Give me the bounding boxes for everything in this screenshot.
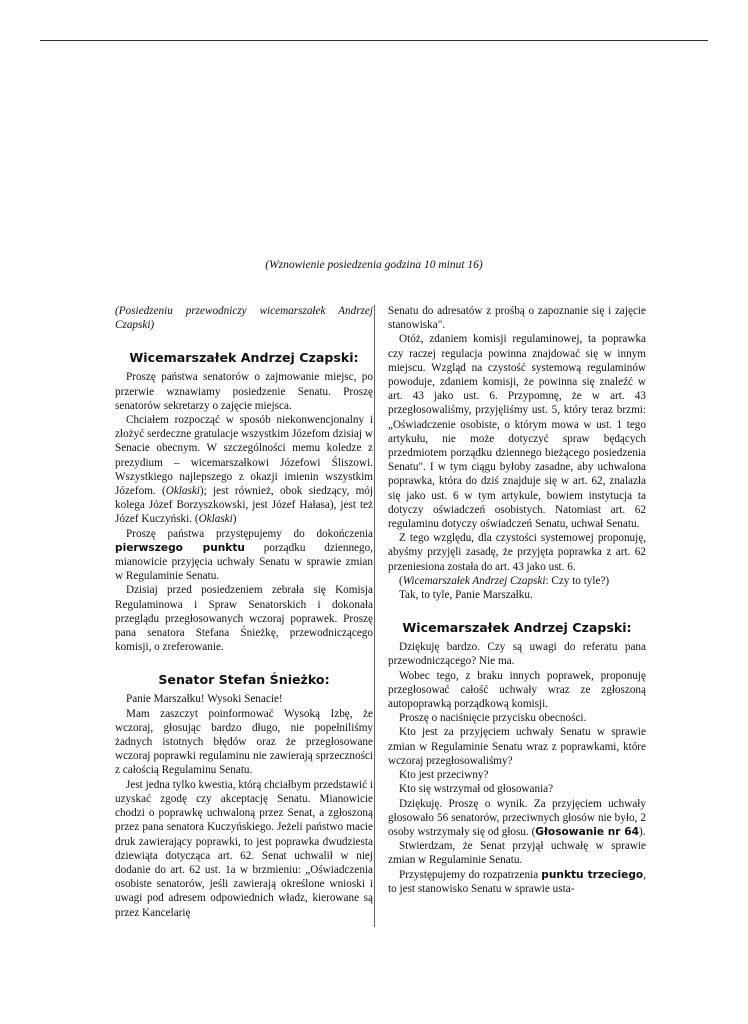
paragraph-text: ). [638, 825, 646, 838]
paragraph [115, 527, 373, 584]
paragraph-text: ) [232, 513, 237, 526]
paragraph-text: Chciałem rozpocząć w sposób niekonwencjonalny i złożyć serdeczne gratulacje wszystkim Józefom dzisiaj w Senacie obecnym. W szczególności memu koledze z prezydium – wicemarszałkowi Józefowi Śliszowi. Wszystkiego najlepszego z okazji imienin wszystkim Józefom. ( [115, 414, 373, 498]
paragraph-text: porządku dziennego, mianowicie przyjęcia uchwały Senatu w sprawie zmian w Regulaminie Senatu. [115, 541, 374, 583]
paragraph: Mam zaszczyt poinformować Wysoką Izbę, że wczoraj, głosując bardzo długo, nie popełniliśmy żadnych istotnych błędów oraz że przegłosowane wczoraj poprawki regulaminu nie zawierają sprzeczności z całością Regulaminu Senatu. [115, 707, 373, 777]
paragraph [115, 413, 373, 527]
paragraph-text: Przystępujemy do rozpatrzenia [399, 868, 542, 881]
interjection: (Wicemarszałek Andrzej Czapski: Czy to tyle?) [399, 574, 610, 587]
paragraph: Kto się wstrzymał od głosowania? [399, 783, 554, 796]
interjection-speaker: Wicemarszałek Andrzej Czapski [402, 574, 546, 587]
applause-note: Oklaski [198, 513, 233, 526]
paragraph: Jest jedna tylko kwestia, którą chciałbym przedstawić i uzyskać zgodę czy akceptację Senatu. Mianowicie chodzi o poprawkę uchwaloną przez Senat, a zgłoszoną przez pana senatora Kuczyńskiego. Jeżeli państwo macie druk zawierający poprawki, to jest poprawka dwudziesta dziewiąta dotycząca art. 62. Senat uchwalił w niej dodanie do art. 62 ust. 1a w brzmieniu: „Oświadczenia osobiste senatorów, jeśli zawierają określone wnioski i uwagi pod adresem odpowiednich władz, kierowane są przez Kancelarię [115, 778, 373, 919]
speaker-heading: Wicemarszałek Andrzej Czapski: [129, 350, 359, 366]
top-rule [40, 40, 708, 41]
paragraph: Tak, to tyle, Panie Marszałku. [399, 589, 533, 602]
vote-number: Głosowanie nr 64 [535, 825, 639, 838]
paragraph: Stwierdzam, że Senat przyjął uchwałę w sprawie zmian w Regulaminie Senatu. [388, 840, 646, 867]
agenda-item-emphasis: punktu trzeciego [541, 868, 644, 881]
paragraph [388, 868, 646, 896]
interjection-text: : Czy to tyle?) [545, 574, 610, 587]
resumption-note: (Wznowienie posiedzenia godzina 10 minut 16) [265, 259, 483, 271]
chair-note: (Posiedzeniu przewodniczy wicemarszałek Andrzej Czapski) [115, 305, 373, 332]
paragraph: Wobec tego, z braku innych poprawek, proponuję przegłosować całość uchwały wraz ze zgłoszoną autopoprawką porządkową komisji. [388, 669, 646, 711]
paragraph: Panie Marszałku! Wysoki Senacie! [126, 693, 283, 706]
paragraph: Otóż, zdaniem komisji regulaminowej, ta poprawka czy raczej regulacja powinna znajdować się w innym miejscu. Wzgląd na czystość systemową regulaminów powoduje, zdaniem komisji, że powinna się znaleźć w art. 43 jako ust. 6. Przypomnę, że w art. 43 przegłosowaliśmy, przyjęliśmy ust. 5, który teraz brzmi: „Oświadczenie osobiste, o którym mowa w ust. 1 tego artykułu, nie może dotyczyć spraw będących przedmiotem porządku dziennego bieżącego posiedzenia Senatu". I w tym ciągu byłoby zasadne, aby uchwalona poprawka, która do dziś znajduje się w art. 62, znalazła się jako ust. 6 w tym artykule, bowiem instytucja ta dotyczy oświadczeń osobistych. Natomiast art. 62 regulaminu dotyczy oświadczeń Senatu, uchwał Senatu. [388, 333, 646, 531]
paragraph-text: , to jest stanowisko Senatu w sprawie usta- [388, 868, 646, 895]
agenda-item-emphasis: pierwszego punktu [115, 541, 245, 554]
paragraph-text: ); jest również, obok siedzący, mój kolega Józef Borzyszkowski, jest Józef Hałasa), jest też Józef Kuczyński. ( [115, 485, 373, 526]
speaker-heading: Wicemarszałek Andrzej Czapski: [402, 620, 632, 636]
paragraph: Kto jest za przyjęciem uchwały Senatu w sprawie zmian w Regulaminie Senatu wraz z poprawkami, które wczoraj przegłosowaliśmy? [388, 726, 646, 767]
paragraph-text: Proszę państwa przystępujemy do dokończenia [126, 527, 373, 540]
paragraph [388, 797, 646, 840]
paragraph: Kto jest przeciwny? [399, 769, 489, 782]
left-column [115, 304, 373, 920]
paragraph: Proszę państwa senatorów o zajmowanie miejsc, po przerwie wznawiamy posiedzenie Senatu. Proszę senatorów sekretarzy o zajęcie miejsca. [115, 371, 373, 412]
paragraph: Proszę o naciśnięcie przycisku obecności. [399, 712, 587, 725]
paragraph-text: Dziękuję. Proszę o wynik. Za przyjęciem uchwały głosowało 56 senatorów, przeciwnych głosów nie było, 2 osoby wstrzymały się od głosu. ( [388, 797, 646, 838]
right-column [388, 304, 646, 896]
paragraph: Senatu do adresatów z prośbą o zapoznanie się i zajęcie stanowiska". [388, 305, 646, 332]
paragraph: Dzisiaj przed posiedzeniem zebrała się Komisja Regulaminowa i Spraw Senatorskich i dokonała przeglądu przegłosowanych wczoraj poprawek. Proszę pana senatora Stefana Śnieżkę, przewodniczącego komisji, o zreferowanie. [115, 584, 373, 654]
column-divider [374, 305, 375, 927]
paragraph: Dziękuję bardzo. Czy są uwagi do referatu pana przewodniczącego? Nie ma. [388, 641, 646, 668]
speaker-heading: Senator Stefan Śnieżko: [158, 672, 330, 688]
applause-note: Oklaski [165, 485, 200, 498]
paragraph: Z tego względu, dla czystości systemowej proponuję, abyśmy przyjęli zasadę, że przyjęta poprawka z art. 62 przeniesiona została do art. 43 jako ust. 6. [388, 532, 646, 573]
